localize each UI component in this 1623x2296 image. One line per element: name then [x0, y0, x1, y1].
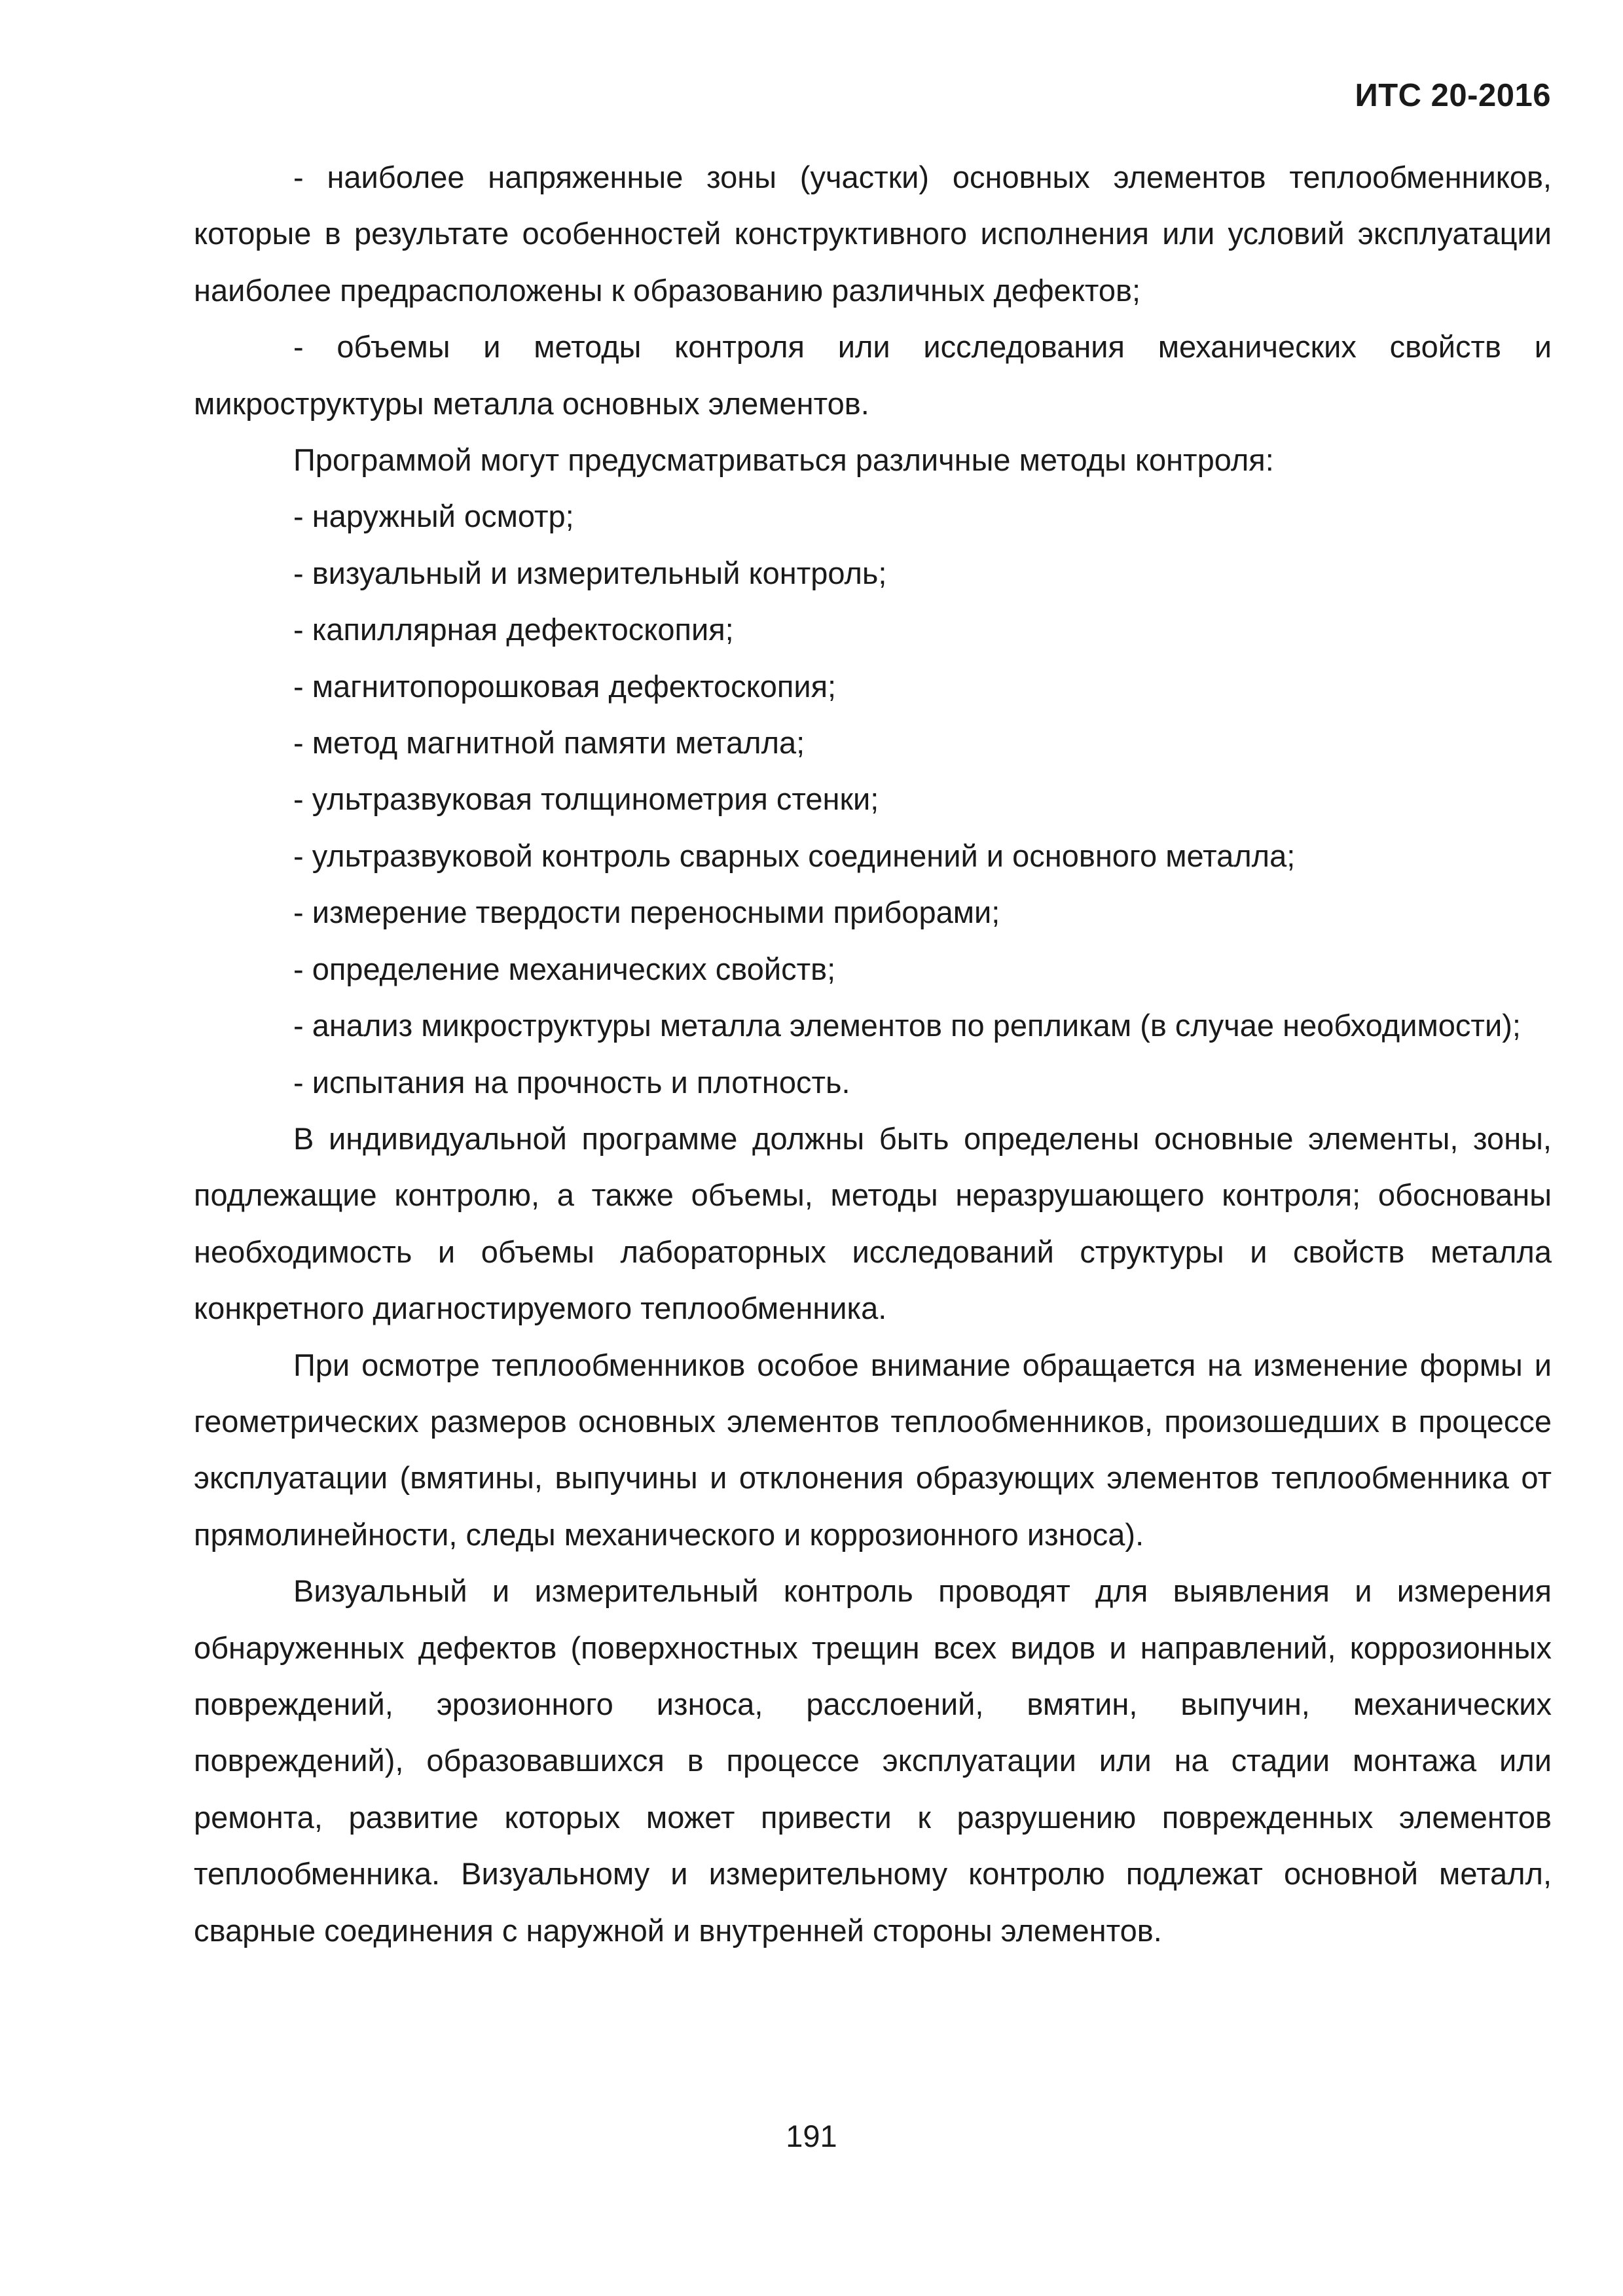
- page-number: 191: [786, 2119, 837, 2153]
- list-item-magnetic-powder: - магнитопорошковая дефектоскопия;: [293, 668, 837, 704]
- list-item-capillary: - капиллярная дефектоскопия;: [293, 612, 734, 647]
- list-item-microstructure: - анализ микроструктуры металла элементов по репликам (в случае необходимости);: [293, 1008, 1521, 1043]
- paragraph-individual-program: В индивидуальной программе должны быть определены основные элементы, зоны, подлежащие контролю, а также объемы, методы неразрушающего контроля; обоснованы необходимость и объемы лабораторных исследований структуры и свойств металла конкретного диагностируемого теплообменника.: [194, 1121, 1552, 1326]
- list-item-ultrasonic-welds: - ультразвуковой контроль сварных соединений и основного металла;: [293, 838, 1296, 873]
- list-item-visual-control: - визуальный и измерительный контроль;: [293, 555, 887, 590]
- paragraph-control-volumes: - объемы и методы контроля или исследования механических свойств и микроструктуры металла основных элементов.: [194, 329, 1552, 421]
- list-item-strength-tests: - испытания на прочность и плотность.: [293, 1064, 850, 1100]
- list-item-mechanical-properties: - определение механических свойств;: [293, 951, 836, 986]
- paragraph-methods-intro: Программой могут предусматриваться различные методы контроля:: [293, 442, 1274, 478]
- paragraph-visual-measurement: Визуальный и измерительный контроль проводят для выявления и измерения обнаруженных дефектов (поверхностных трещин всех видов и направлений, коррозионных повреждений, эрозионного износа, расслоений, вмятин, выпучин, механических повреждений), образовавшихся в процессе эксплуатации или на стадии монтажа или ремонта, развитие которых может привести к разрушению поврежденных элементов теплообменника. Визуальному и измерительному контролю подлежат основной металл, сварные соединения с наружной и внутренней стороны элементов.: [194, 1573, 1552, 1948]
- paragraph-inspection-attention: При осмотре теплообменников особое внимание обращается на изменение формы и геометрических размеров основных элементов теплообменников, произошедших в процессе эксплуатации (вмятины, выпучины и отклонения образующих элементов теплообменника от прямолинейности, следы механического и коррозионного износа).: [194, 1347, 1552, 1552]
- list-item-ultrasonic-thickness: - ультразвуковая толщинометрия стенки;: [293, 781, 879, 817]
- document-code-header: ИТС 20-2016: [1355, 78, 1551, 113]
- list-item-hardness: - измерение твердости переносными приборами;: [293, 895, 1000, 930]
- list-item-external-inspection: - наружный осмотр;: [293, 499, 574, 534]
- paragraph-stressed-zones: - наиболее напряженные зоны (участки) основных элементов теплообменников, которые в результате особенностей конструктивного исполнения или условий эксплуатации наиболее предрасположены к образованию различных дефектов;: [194, 160, 1552, 308]
- list-item-magnetic-memory: - метод магнитной памяти металла;: [293, 725, 805, 761]
- body-text: [194, 149, 1552, 1959]
